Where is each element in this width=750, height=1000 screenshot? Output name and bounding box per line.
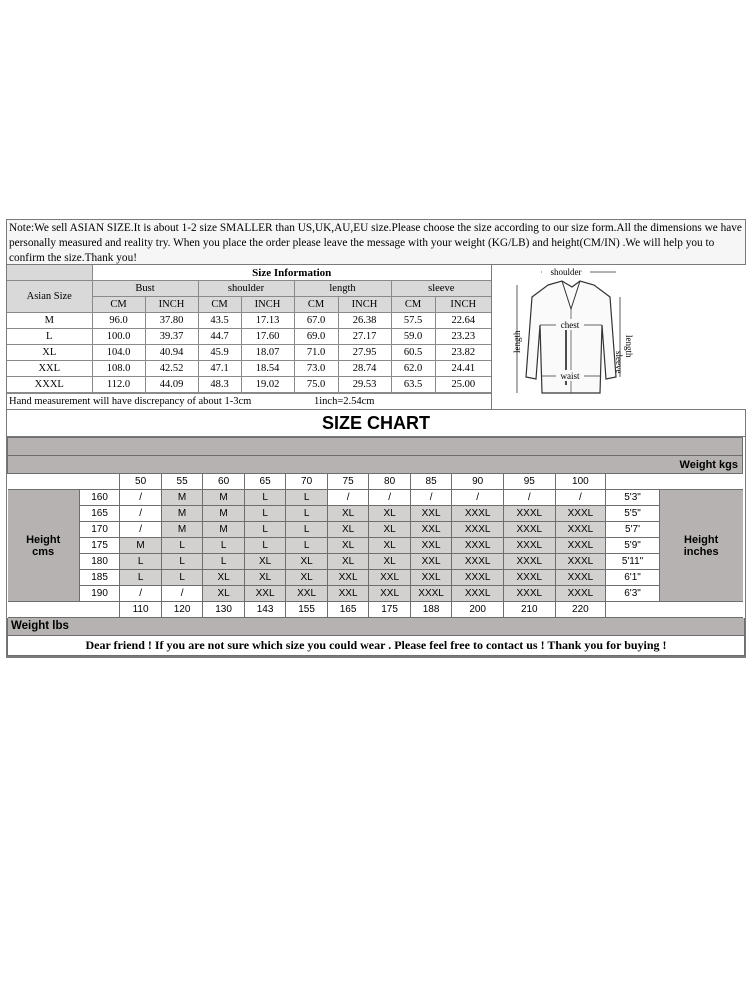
recommended-size: XXL [244,586,286,602]
recommended-size: XXL [327,570,369,586]
chest-label: chest [560,320,580,330]
unit-cm: CM [294,297,338,313]
size-measurement: 22.64 [435,313,491,329]
recommended-size: L [203,538,245,554]
size-chart-row [8,522,743,538]
size-measurement: 48.3 [198,377,241,393]
size-measurement: 71.0 [294,345,338,361]
recommended-size: XL [244,570,286,586]
weight-kg-value: 50 [120,474,162,490]
size-info-row [7,313,491,329]
contact-footer: Dear friend ! If you are not sure which size you could wear . Please feel free to contact us ! Thank you for buying ! [7,636,745,656]
weight-kg-value: 65 [244,474,286,490]
weight-kg-value: 95 [503,474,555,490]
weight-kg-value: 55 [161,474,203,490]
size-chart-rows [8,474,743,618]
recommended-size: XXXL [555,506,606,522]
size-measurement: 19.02 [241,377,294,393]
size-measurement: 23.82 [435,345,491,361]
unit-cm: CM [391,297,435,313]
recommended-size: XL [327,506,369,522]
recommended-size: / [120,506,162,522]
recommended-size: L [161,538,203,554]
blank-cell [8,474,120,490]
size-information-rows [7,313,491,393]
size-measurement: 25.00 [435,377,491,393]
weight-kg-value: 85 [410,474,452,490]
recommended-size: XL [327,538,369,554]
recommended-size: XXXL [410,586,452,602]
sleeve-label: sleeve [614,351,624,374]
recommended-size: M [203,490,245,506]
size-measurement: 28.74 [338,361,391,377]
recommended-size: XXXL [452,570,504,586]
recommended-size: / [452,490,504,506]
height-inch-value: 5'3" [606,490,660,506]
recommended-size: XXXL [555,538,606,554]
recommended-size: M [161,522,203,538]
recommended-size: L [286,538,328,554]
size-measurement: 67.0 [294,313,338,329]
weight-lb-value: 130 [203,602,245,618]
recommended-size: XXXL [503,570,555,586]
unit-cm: CM [198,297,241,313]
size-measurement: 59.0 [391,329,435,345]
height-cms-label: Height cms [8,490,80,602]
size-info-row [7,377,491,393]
shoulder-label: shoulder [550,267,582,277]
size-measurement: 60.5 [391,345,435,361]
recommended-size: L [286,522,328,538]
height-inch-value: 6'3" [606,586,660,602]
size-measurement: 29.53 [338,377,391,393]
height-inch-value: 5'5" [606,506,660,522]
inch-conversion-note: 1inch=2.54cm [314,396,375,407]
weight-kgs-banner [8,438,743,456]
length-header: length [294,281,391,297]
recommended-size: L [120,570,162,586]
recommended-size: XL [244,554,286,570]
recommended-size: XXXL [503,586,555,602]
unit-inch: INCH [338,297,391,313]
height-cm-value: 170 [79,522,119,538]
blank-cell [8,602,120,618]
recommended-size: XL [203,586,245,602]
recommended-size: XXXL [555,522,606,538]
length-label-right: length [624,335,634,358]
shirt-diagram [491,265,746,409]
weight-lbs-label: Weight lbs [7,618,745,636]
recommended-size: / [327,490,369,506]
recommended-size: L [286,490,328,506]
recommended-size: XXL [369,570,411,586]
height-inch-value: 5'11" [606,554,660,570]
recommended-size: L [244,490,286,506]
size-measurement: 108.0 [92,361,145,377]
recommended-size: M [203,522,245,538]
recommended-size: L [244,506,286,522]
size-measurement: 27.95 [338,345,391,361]
recommended-size: XXL [410,506,452,522]
recommended-size: XXL [369,586,411,602]
unit-inch: INCH [435,297,491,313]
shoulder-header: shoulder [198,281,294,297]
recommended-size: L [286,506,328,522]
recommended-size: XL [203,570,245,586]
size-measurement: 37.80 [145,313,198,329]
recommended-size: / [555,490,606,506]
recommended-size: L [120,554,162,570]
size-measurement: 44.7 [198,329,241,345]
recommended-size: XL [369,506,411,522]
hand-measurement-note: Hand measurement will have discrepancy of about 1-3cm [9,396,252,407]
size-measurement: 112.0 [92,377,145,393]
height-cm-value: 175 [79,538,119,554]
size-chart-row [8,554,743,570]
hand-measurement-row [7,393,491,409]
recommended-size: M [120,538,162,554]
recommended-size: XXL [410,522,452,538]
size-chart-row [8,586,743,602]
weight-kg-value: 100 [555,474,606,490]
size-measurement: 62.0 [391,361,435,377]
blank-cell [606,474,743,490]
size-measurement: 26.38 [338,313,391,329]
size-information-title: Size Information [92,265,491,281]
weight-lb-value: 165 [327,602,369,618]
blank-cell [606,602,743,618]
recommended-size: XXL [327,586,369,602]
recommended-size: XXXL [452,522,504,538]
size-info-row [7,345,491,361]
height-cm-value: 160 [79,490,119,506]
weight-kg-value: 70 [286,474,328,490]
weight-kg-value: 60 [203,474,245,490]
size-label: XXL [7,361,92,377]
size-chart-row [8,570,743,586]
size-measurement: 18.07 [241,345,294,361]
weight-lb-value: 120 [161,602,203,618]
recommended-size: XL [327,522,369,538]
size-measurement: 40.94 [145,345,198,361]
waist-label: waist [560,371,580,381]
recommended-size: L [244,522,286,538]
size-label: M [7,313,92,329]
weight-kgs-row [8,474,743,490]
size-measurement: 69.0 [294,329,338,345]
size-measurement: 23.23 [435,329,491,345]
size-measurement: 73.0 [294,361,338,377]
size-measurement: 45.9 [198,345,241,361]
unit-inch: INCH [241,297,294,313]
recommended-size: XXXL [452,506,504,522]
height-inches-label: Height inches [659,490,742,602]
size-measurement: 17.13 [241,313,294,329]
height-inch-value: 5'9" [606,538,660,554]
recommended-size: XL [369,522,411,538]
recommended-size: XXL [410,570,452,586]
weight-lb-value: 155 [286,602,328,618]
height-cm-value: 185 [79,570,119,586]
recommended-size: XL [286,554,328,570]
size-measurement: 17.60 [241,329,294,345]
recommended-size: M [161,490,203,506]
weight-lb-value: 210 [503,602,555,618]
recommended-size: XXXL [503,522,555,538]
size-measurement: 44.09 [145,377,198,393]
weight-lb-value: 220 [555,602,606,618]
size-label: L [7,329,92,345]
recommended-size: XL [369,554,411,570]
recommended-size: M [203,506,245,522]
size-chart-row [8,506,743,522]
size-label: XL [7,345,92,361]
recommended-size: L [244,538,286,554]
height-cm-value: 165 [79,506,119,522]
size-measurement: 63.5 [391,377,435,393]
recommended-size: XXXL [452,586,504,602]
size-measurement: 47.1 [198,361,241,377]
recommended-size: XXXL [503,538,555,554]
recommended-size: / [410,490,452,506]
recommended-size: XXXL [555,586,606,602]
weight-lb-value: 175 [369,602,411,618]
recommended-size: / [503,490,555,506]
recommended-size: XXXL [452,554,504,570]
size-info-row [7,329,491,345]
weight-lb-value: 143 [244,602,286,618]
size-measurement: 100.0 [92,329,145,345]
size-measurement: 18.54 [241,361,294,377]
weight-lb-value: 200 [452,602,504,618]
size-measurement: 42.52 [145,361,198,377]
size-measurement: 39.37 [145,329,198,345]
size-measurement: 96.0 [92,313,145,329]
size-chart-row [8,538,743,554]
recommended-size: / [120,490,162,506]
height-inch-value: 5'7' [606,522,660,538]
recommended-size: XXL [286,586,328,602]
size-information-section [6,265,746,410]
recommended-size: XXXL [555,554,606,570]
weight-kg-value: 90 [452,474,504,490]
recommended-size: / [120,522,162,538]
size-measurement: 24.41 [435,361,491,377]
size-information-table-wrap [7,265,491,409]
recommended-size: XXXL [503,506,555,522]
bust-header: Bust [92,281,198,297]
recommended-size: XXXL [452,538,504,554]
size-note: Note:We sell ASIAN SIZE.It is about 1-2 size SMALLER than US,UK,AU,EU size.Please choose the size according to our size form.All the dimensions we have personally measured and reality try. When you place the order please leave the message with your weight (KG/LB) and height(CM/IN) .We will help you to confirm the size.Thank you! [6,219,746,265]
recommended-size: L [203,554,245,570]
length-label-left: length [512,330,522,353]
height-cm-value: 190 [79,586,119,602]
size-label: XXXL [7,377,92,393]
weight-lbs-row [8,602,743,618]
recommended-size: M [161,506,203,522]
shirt-measurement-illustration [492,265,746,408]
sleeve-header: sleeve [391,281,491,297]
weight-kg-value: 80 [369,474,411,490]
recommended-size: XL [327,554,369,570]
size-measurement: 57.5 [391,313,435,329]
recommended-size: L [161,570,203,586]
weight-lb-value: 188 [410,602,452,618]
recommended-size: XXL [410,554,452,570]
recommended-size: / [369,490,411,506]
size-measurement: 75.0 [294,377,338,393]
recommended-size: XXXL [503,554,555,570]
size-guide [6,219,746,658]
recommended-size: XXL [410,538,452,554]
recommended-size: / [120,586,162,602]
weight-kg-value: 75 [327,474,369,490]
weight-kgs-label: Weight kgs [8,456,743,474]
recommended-size: / [161,586,203,602]
size-chart-title: SIZE CHART [7,410,745,437]
size-chart-section [6,410,746,658]
weight-lb-value: 110 [120,602,162,618]
size-measurement: 43.5 [198,313,241,329]
recommended-size: L [161,554,203,570]
size-measurement: 104.0 [92,345,145,361]
unit-inch: INCH [145,297,198,313]
recommended-size: XL [369,538,411,554]
unit-cm: CM [92,297,145,313]
size-info-row [7,361,491,377]
size-chart-table [7,437,743,618]
size-chart-row [8,490,743,506]
height-inch-value: 6'1" [606,570,660,586]
height-cm-value: 180 [79,554,119,570]
size-measurement: 27.17 [338,329,391,345]
asian-size-header: Asian Size [7,281,92,313]
recommended-size: XXXL [555,570,606,586]
size-information-table [7,265,491,393]
recommended-size: XL [286,570,328,586]
